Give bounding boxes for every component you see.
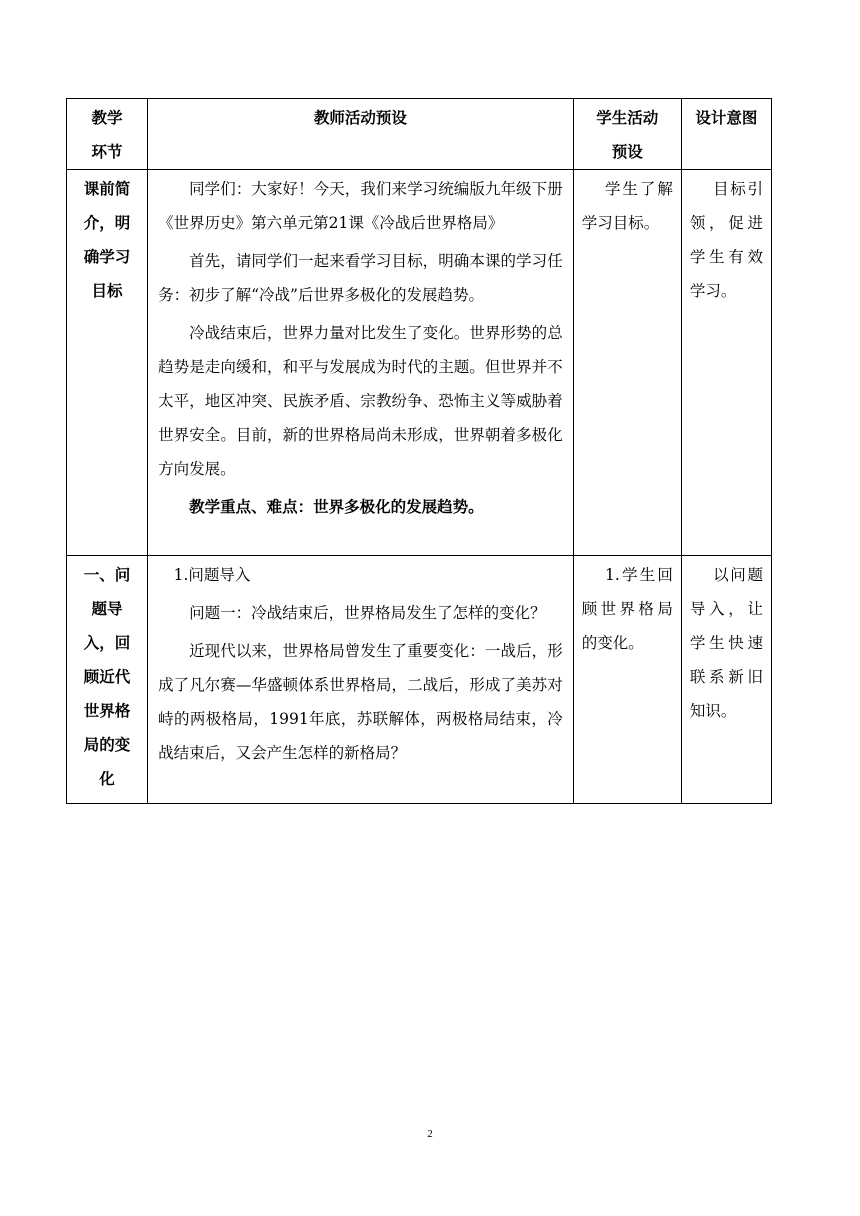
teacher-paragraph: 问题一：冷战结束后，世界格局发生了怎样的变化？	[189, 604, 546, 622]
stage-cell: 课前简介，明确学习目标	[67, 170, 148, 556]
header-stage-line1: 教学	[91, 109, 123, 127]
teacher-activity-cell	[148, 556, 574, 804]
student-activity-text: 学生了解学习目标。	[581, 180, 673, 232]
stage-cell: 一、问题导入，回顾近代世界格局的变化	[67, 556, 148, 804]
design-intent-cell	[681, 556, 771, 804]
teacher-activity-cell	[148, 170, 574, 556]
header-teacher: 教师活动预设	[148, 99, 574, 170]
table-row	[67, 556, 772, 804]
header-intent: 设计意图	[681, 99, 771, 170]
design-intent-cell	[681, 170, 771, 556]
teacher-paragraph: 1.问题导入	[173, 566, 251, 584]
teacher-paragraph: 同学们：大家好！今天，我们来学习统编版九年级下册《世界历史》第六单元第21课《冷战后世界格局》	[158, 180, 563, 232]
design-intent-text: 以问题导入，让学生快速联系新旧知识。	[689, 566, 763, 720]
header-student	[573, 99, 681, 170]
teacher-paragraph: 近现代以来，世界格局曾发生了重要变化：一战后，形成了凡尔赛—华盛顿体系世界格局，二战后，形成了美苏对峙的两极格局，1991年底，苏联解体，两极格局结束，冷战结束后，又会产生怎样的新格局？	[158, 642, 563, 762]
design-intent-text: 目标引领，促进学生有效学习。	[689, 180, 763, 300]
key-point-paragraph: 教学重点、难点：世界多极化的发展趋势。	[189, 498, 484, 516]
student-activity-cell	[573, 170, 681, 556]
header-stage	[67, 99, 148, 170]
header-student-line2: 预设	[611, 143, 643, 161]
table-row	[67, 170, 772, 556]
teacher-paragraph: 首先，请同学们一起来看学习目标，明确本课的学习任务：初步了解“冷战”后世界多极化的发展趋势。	[158, 252, 563, 304]
student-activity-text: 1.学生回顾世界格局的变化。	[581, 566, 673, 652]
lesson-plan-table	[66, 98, 772, 804]
header-student-line1: 学生活动	[596, 109, 659, 127]
header-stage-line2: 环节	[91, 143, 123, 161]
student-activity-cell	[573, 556, 681, 804]
table-header-row	[67, 99, 772, 170]
teacher-paragraph: 冷战结束后，世界力量对比发生了变化。世界形势的总趋势是走向缓和，和平与发展成为时代的主题。但世界并不太平，地区冲突、民族矛盾、宗教纷争、恐怖主义等威胁着世界安全。目前，新的世界格局尚未形成，世界朝着多极化方向发展。	[158, 324, 563, 478]
page-number: 2	[427, 1128, 433, 1140]
